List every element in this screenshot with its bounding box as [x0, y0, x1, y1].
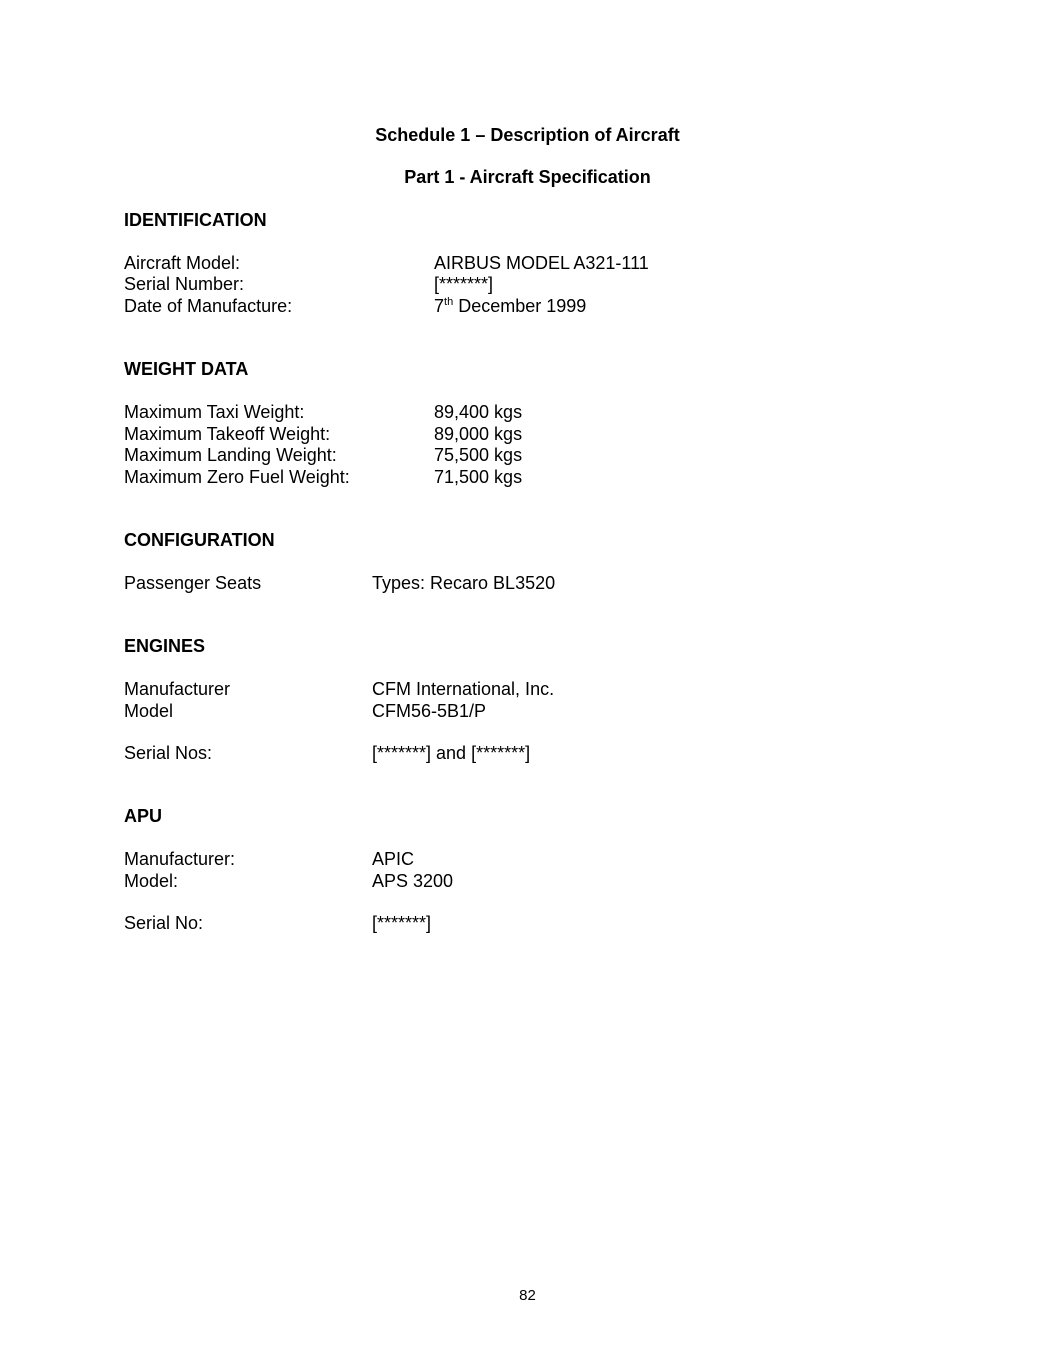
page-number: 82	[519, 1287, 536, 1304]
schedule-title: Schedule 1 – Description of Aircraft	[375, 125, 680, 145]
engine-serial-label: Serial Nos:	[124, 743, 213, 763]
serial-number-value: [*******]	[434, 274, 494, 294]
apu-serial-label: Serial No:	[124, 913, 204, 933]
aircraft-model-label: Aircraft Model:	[124, 253, 241, 273]
date-of-manufacture-label: Date of Manufacture:	[124, 296, 293, 316]
max-takeoff-weight-label: Maximum Takeoff Weight:	[124, 424, 331, 444]
passenger-seats-label: Passenger Seats	[124, 573, 262, 593]
max-landing-weight-value: 75,500 kgs	[434, 445, 523, 465]
passenger-seats-value: Types: Recaro BL3520	[372, 573, 556, 593]
max-takeoff-weight-value: 89,000 kgs	[434, 424, 523, 444]
identification-heading: IDENTIFICATION	[124, 210, 267, 230]
engines-heading: ENGINES	[124, 636, 206, 656]
engine-manufacturer-value: CFM International, Inc.	[372, 679, 555, 699]
max-zero-fuel-weight-value: 71,500 kgs	[434, 467, 523, 487]
aircraft-model-value: AIRBUS MODEL A321-111	[434, 253, 649, 273]
engine-serial-value: [*******] and [*******]	[372, 743, 531, 763]
engine-model-value: CFM56-5B1/P	[372, 701, 487, 721]
max-taxi-weight-value: 89,400 kgs	[434, 402, 523, 422]
weight-data-heading: WEIGHT DATA	[124, 359, 249, 379]
max-landing-weight-label: Maximum Landing Weight:	[124, 445, 337, 465]
max-zero-fuel-weight-label: Maximum Zero Fuel Weight:	[124, 467, 350, 487]
part-title: Part 1 - Aircraft Specification	[404, 167, 651, 187]
max-taxi-weight-label: Maximum Taxi Weight:	[124, 402, 305, 422]
engine-manufacturer-label: Manufacturer	[124, 679, 231, 699]
configuration-heading: CONFIGURATION	[124, 530, 275, 550]
date-month-year: December 1999	[453, 296, 587, 316]
date-day: 7	[434, 296, 445, 316]
apu-model-label: Model:	[124, 871, 179, 891]
serial-number-label: Serial Number:	[124, 274, 245, 294]
date-of-manufacture-value	[434, 295, 586, 317]
apu-heading: APU	[124, 806, 163, 826]
date-ordinal-suffix: th	[444, 296, 454, 308]
apu-manufacturer-value: APIC	[372, 849, 415, 869]
engine-model-label: Model	[124, 701, 174, 721]
apu-model-value: APS 3200	[372, 871, 454, 891]
apu-serial-value: [*******]	[372, 913, 432, 933]
apu-manufacturer-label: Manufacturer:	[124, 849, 236, 869]
